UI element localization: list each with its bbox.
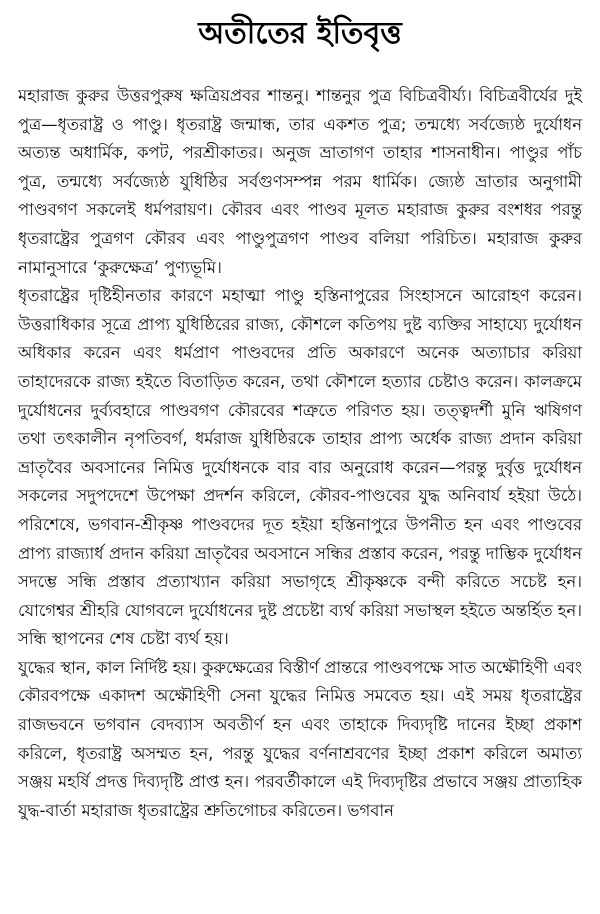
body-text: [18, 82, 582, 825]
paragraph-lineage: মহারাজ কুরুর উত্তরপুরুষ ক্ষত্রিয়প্রবর শান্তনু। শান্তনুর পুত্র বিচিত্রবীর্য্য। বিচিত্রবীর্যের দুই পুত্র—ধৃতরাষ্ট্র ও পাণ্ডু। ধৃতরাষ্ট্র জন্মান্ধ, তার একশত পুত্র; তন্মধ্যে সর্বজ্যেষ্ঠ দুর্যোধন অত্যন্ত অধার্মিক, কপট, পরশ্রীকাতর। অনুজ ভ্রাতাগণ তাহার শাসনাধীন। পাণ্ডুর পাঁচ পুত্র, তন্মধ্যে সর্বজ্যেষ্ঠ যুধিষ্ঠির সর্বগুণসম্পন্ন পরম ধার্মিক। জ্যেষ্ঠ ভ্রাতার অনুগামী পাণ্ডবগণ সকলেই ধর্মপরায়ণ। কৌরব এবং পাণ্ডব মূলত মহারাজ কুরুর বংশধর পরন্তু ধৃতরাষ্ট্রের পুত্রগণ কৌরব এবং পাণ্ডুপুত্রগণ পাণ্ডব বলিয়া পরিচিত। মহারাজ কুরুর নামানুসারে ‘কুরুক্ষেত্র’ পুণ্যভূমি।: [18, 86, 582, 277]
page-title: অতীতের ইতিবৃত্ত: [198, 16, 402, 51]
paragraph-war-preparation: যুদ্ধের স্থান, কাল নির্দিষ্ট হয়। কুরুক্ষেত্রের বিস্তীর্ণ প্রান্তরে পাণ্ডবপক্ষে সাত অক্ষৌহিণী এবং কৌরবপক্ষে একাদশ অক্ষৌহিণী সেনা যুদ্ধের নিমিত্ত সমবেত হয়। এই সময় ধৃতরাষ্ট্রের রাজভবনে ভগবান বেদব্যাস অবতীর্ণ হন এবং তাহাকে দিব্যদৃষ্টি দানের ইচ্ছা প্রকাশ করিলে, ধৃতরাষ্ট্র অসম্মত হন, পরন্তু যুদ্ধের বর্ণনাশ্রবণের ইচ্ছা প্রকাশ করিলে অমাত্য সঞ্জয় মহর্ষি প্রদত্ত দিব্যদৃষ্টি প্রাপ্ত হন। পরবর্তীকালে এই দিব্যদৃষ্টির প্রভাবে সঞ্জয় প্রাত্যহিক যুদ্ধ-বার্তা মহারাজ ধৃতরাষ্ট্রের শ্রুতিগোচর করিতেন। ভগবান: [18, 657, 582, 820]
paragraph-conflict: ধৃতরাষ্ট্রের দৃষ্টিহীনতার কারণে মহাত্মা পাণ্ডু হস্তিনাপুরের সিংহাসনে আরোহণ করেন। উত্তরাধিকার সূত্রে প্রাপ্য যুধিষ্ঠিরের রাজ্য, কৌশলে কতিপয় দুষ্ট ব্যক্তির সাহায্যে দুর্যোধন অধিকার করেন এবং ধর্মপ্রাণ পাণ্ডবদের প্রতি অকারণে অনেক অত্যাচার করিয়া তাহাদেরকে রাজ্য হইতে বিতাড়িত করেন, তথা কৌশলে হত্যার চেষ্টাও করেন। কালক্রমে দুর্যোধনের দুর্ব্যবহারে পাণ্ডবগণ কৌরবের শত্রুতে পরিণত হয়। তত্ত্বদর্শী মুনি ঋষিগণ তথা তৎকালীন নৃপতিবর্গ, ধর্মরাজ যুধিষ্ঠিরকে তাহার প্রাপ্য অর্ধেক রাজ্য প্রদান করিয়া ভ্রাতৃবৈর অবসানের নিমিত্ত দুর্যোধনকে বার বার অনুরোধ করেন—পরন্তু দুর্বৃত্ত দুর্যোধন সকলের সদুপদেশে উপেক্ষা প্রদর্শন করিলে, কৌরব-পাণ্ডবের যুদ্ধ অনিবার্য হইয়া উঠে। পরিশেষে, ভগবান-শ্রীকৃষ্ণ পাণ্ডবদের দূত হইয়া হস্তিনাপুরে উপনীত হন এবং পাণ্ডবের প্রাপ্য রাজ্যার্ধ প্রদান করিয়া ভ্রাতৃবৈর অবসানে সন্ধির প্রস্তাব করেন, পরন্তু দাম্ভিক দুর্যোধন সদম্ভে সন্ধি প্রস্তাব প্রত্যাখ্যান করিয়া সভাগৃহে শ্রীকৃষ্ণকে বন্দী করিতে সচেষ্ট হন। যোগেশ্বর শ্রীহরি যোগবলে দুর্যোধনের দুষ্ট প্রচেষ্টা ব্যর্থ করিয়া সভাস্থল হইতে অন্তর্হিত হন। সন্ধি স্থাপনের শেষ চেষ্টা ব্যর্থ হয়।: [18, 286, 582, 649]
